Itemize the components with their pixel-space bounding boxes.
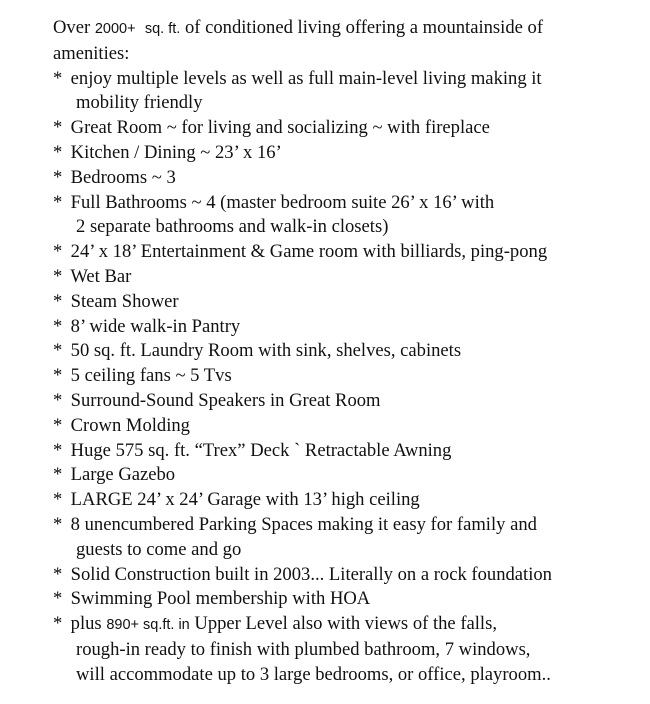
bullet-star: * <box>53 166 63 188</box>
list-item-text: Huge 575 sq. ft. “Trex” Deck ` Retractable Awning <box>70 439 452 461</box>
list-item-text: Steam Shower <box>70 290 179 312</box>
list-item-text: enjoy multiple levels as well as full main-level living making it <box>70 67 542 89</box>
bullet-star: * <box>53 241 63 263</box>
list-item-text: Large Gazebo <box>70 464 176 486</box>
intro-lead: Over <box>53 17 95 38</box>
list-item <box>53 191 634 241</box>
list-item-continuation: guests to come and go <box>76 538 242 560</box>
list-item-text: Solid Construction built in 2003... Literally on a rock foundation <box>70 563 552 585</box>
bullet-star: * <box>53 439 63 461</box>
list-item <box>53 439 634 464</box>
upper-level-line-3: will accommodate up to 3 large bedrooms, or office, playroom.. <box>76 663 551 685</box>
intro-line <box>53 16 634 42</box>
list-item <box>53 587 634 612</box>
list-item-continuation: 2 separate bathrooms and walk-in closets) <box>76 216 389 238</box>
list-item-text: Full Bathrooms ~ 4 (master bedroom suite 26’ x 16’ with <box>70 191 495 213</box>
bullet-star: * <box>53 389 63 411</box>
bullet-star: * <box>53 489 63 511</box>
upper-level-rest: Upper Level also with views of the falls, <box>189 613 497 635</box>
list-item-text: Kitchen / Dining ~ 23’ x 16’ <box>70 141 282 163</box>
upper-level-line-2: rough-in ready to finish with plumbed bathroom, 7 windows, <box>76 638 531 660</box>
bullet-star: * <box>53 315 63 337</box>
list-item <box>53 141 634 166</box>
list-item <box>53 364 634 389</box>
intro-unit: sq. ft. <box>144 21 181 37</box>
upper-level-lead: plus <box>70 613 107 635</box>
list-item <box>53 488 634 513</box>
list-item <box>53 315 634 340</box>
list-item-text: Bedrooms ~ 3 <box>70 166 176 188</box>
bullet-star: * <box>53 67 63 89</box>
list-item-upper-level <box>53 612 634 687</box>
list-item-text: Surround-Sound Speakers in Great Room <box>70 389 381 411</box>
bullet-star: * <box>53 613 63 635</box>
list-item-text: 50 sq. ft. Laundry Room with sink, shelves, cabinets <box>70 340 462 362</box>
list-item <box>53 563 634 588</box>
list-item <box>53 166 634 191</box>
list-item-text: LARGE 24’ x 24’ Garage with 13’ high ceiling <box>70 489 420 511</box>
list-item <box>53 463 634 488</box>
list-item <box>53 339 634 364</box>
list-item <box>53 414 634 439</box>
intro-line-2: amenities: <box>53 42 130 64</box>
bullet-star: * <box>53 265 63 287</box>
list-item <box>53 240 634 265</box>
list-item <box>53 513 634 563</box>
intro-area: 2000+ <box>94 21 136 37</box>
list-item-text: Swimming Pool membership with HOA <box>70 588 371 610</box>
bullet-star: * <box>53 191 63 213</box>
bullet-star: * <box>53 141 63 163</box>
bullet-star: * <box>53 513 63 535</box>
list-item-text: 8 unencumbered Parking Spaces making it easy for family and <box>70 513 537 535</box>
bullet-star: * <box>53 117 63 139</box>
list-item-continuation: mobility friendly <box>76 92 203 114</box>
list-item-text: Great Room ~ for living and socializing ~ with fireplace <box>70 117 490 139</box>
list-item <box>53 67 634 117</box>
bullet-star: * <box>53 340 63 362</box>
bullet-star: * <box>53 365 63 387</box>
list-item <box>53 265 634 290</box>
bullet-star: * <box>53 290 63 312</box>
list-item-text: 24’ x 18’ Entertainment & Game room with billiards, ping-pong <box>70 241 548 263</box>
list-item-text: Wet Bar <box>70 265 132 287</box>
intro-rest: of conditioned living offering a mountainside of <box>180 17 544 38</box>
list-item-text: 5 ceiling fans ~ 5 Tvs <box>70 365 232 387</box>
upper-level-area: 890+ sq.ft. in <box>106 617 190 634</box>
list-item <box>53 389 634 414</box>
list-item <box>53 290 634 315</box>
list-item-text: 8’ wide walk-in Pantry <box>70 315 241 337</box>
bullet-star: * <box>53 563 63 585</box>
list-item <box>53 116 634 141</box>
list-item-text: Crown Molding <box>70 414 190 436</box>
bullet-star: * <box>53 588 63 610</box>
bullet-star: * <box>53 464 63 486</box>
amenity-list <box>53 67 634 613</box>
bullet-star: * <box>53 414 63 436</box>
